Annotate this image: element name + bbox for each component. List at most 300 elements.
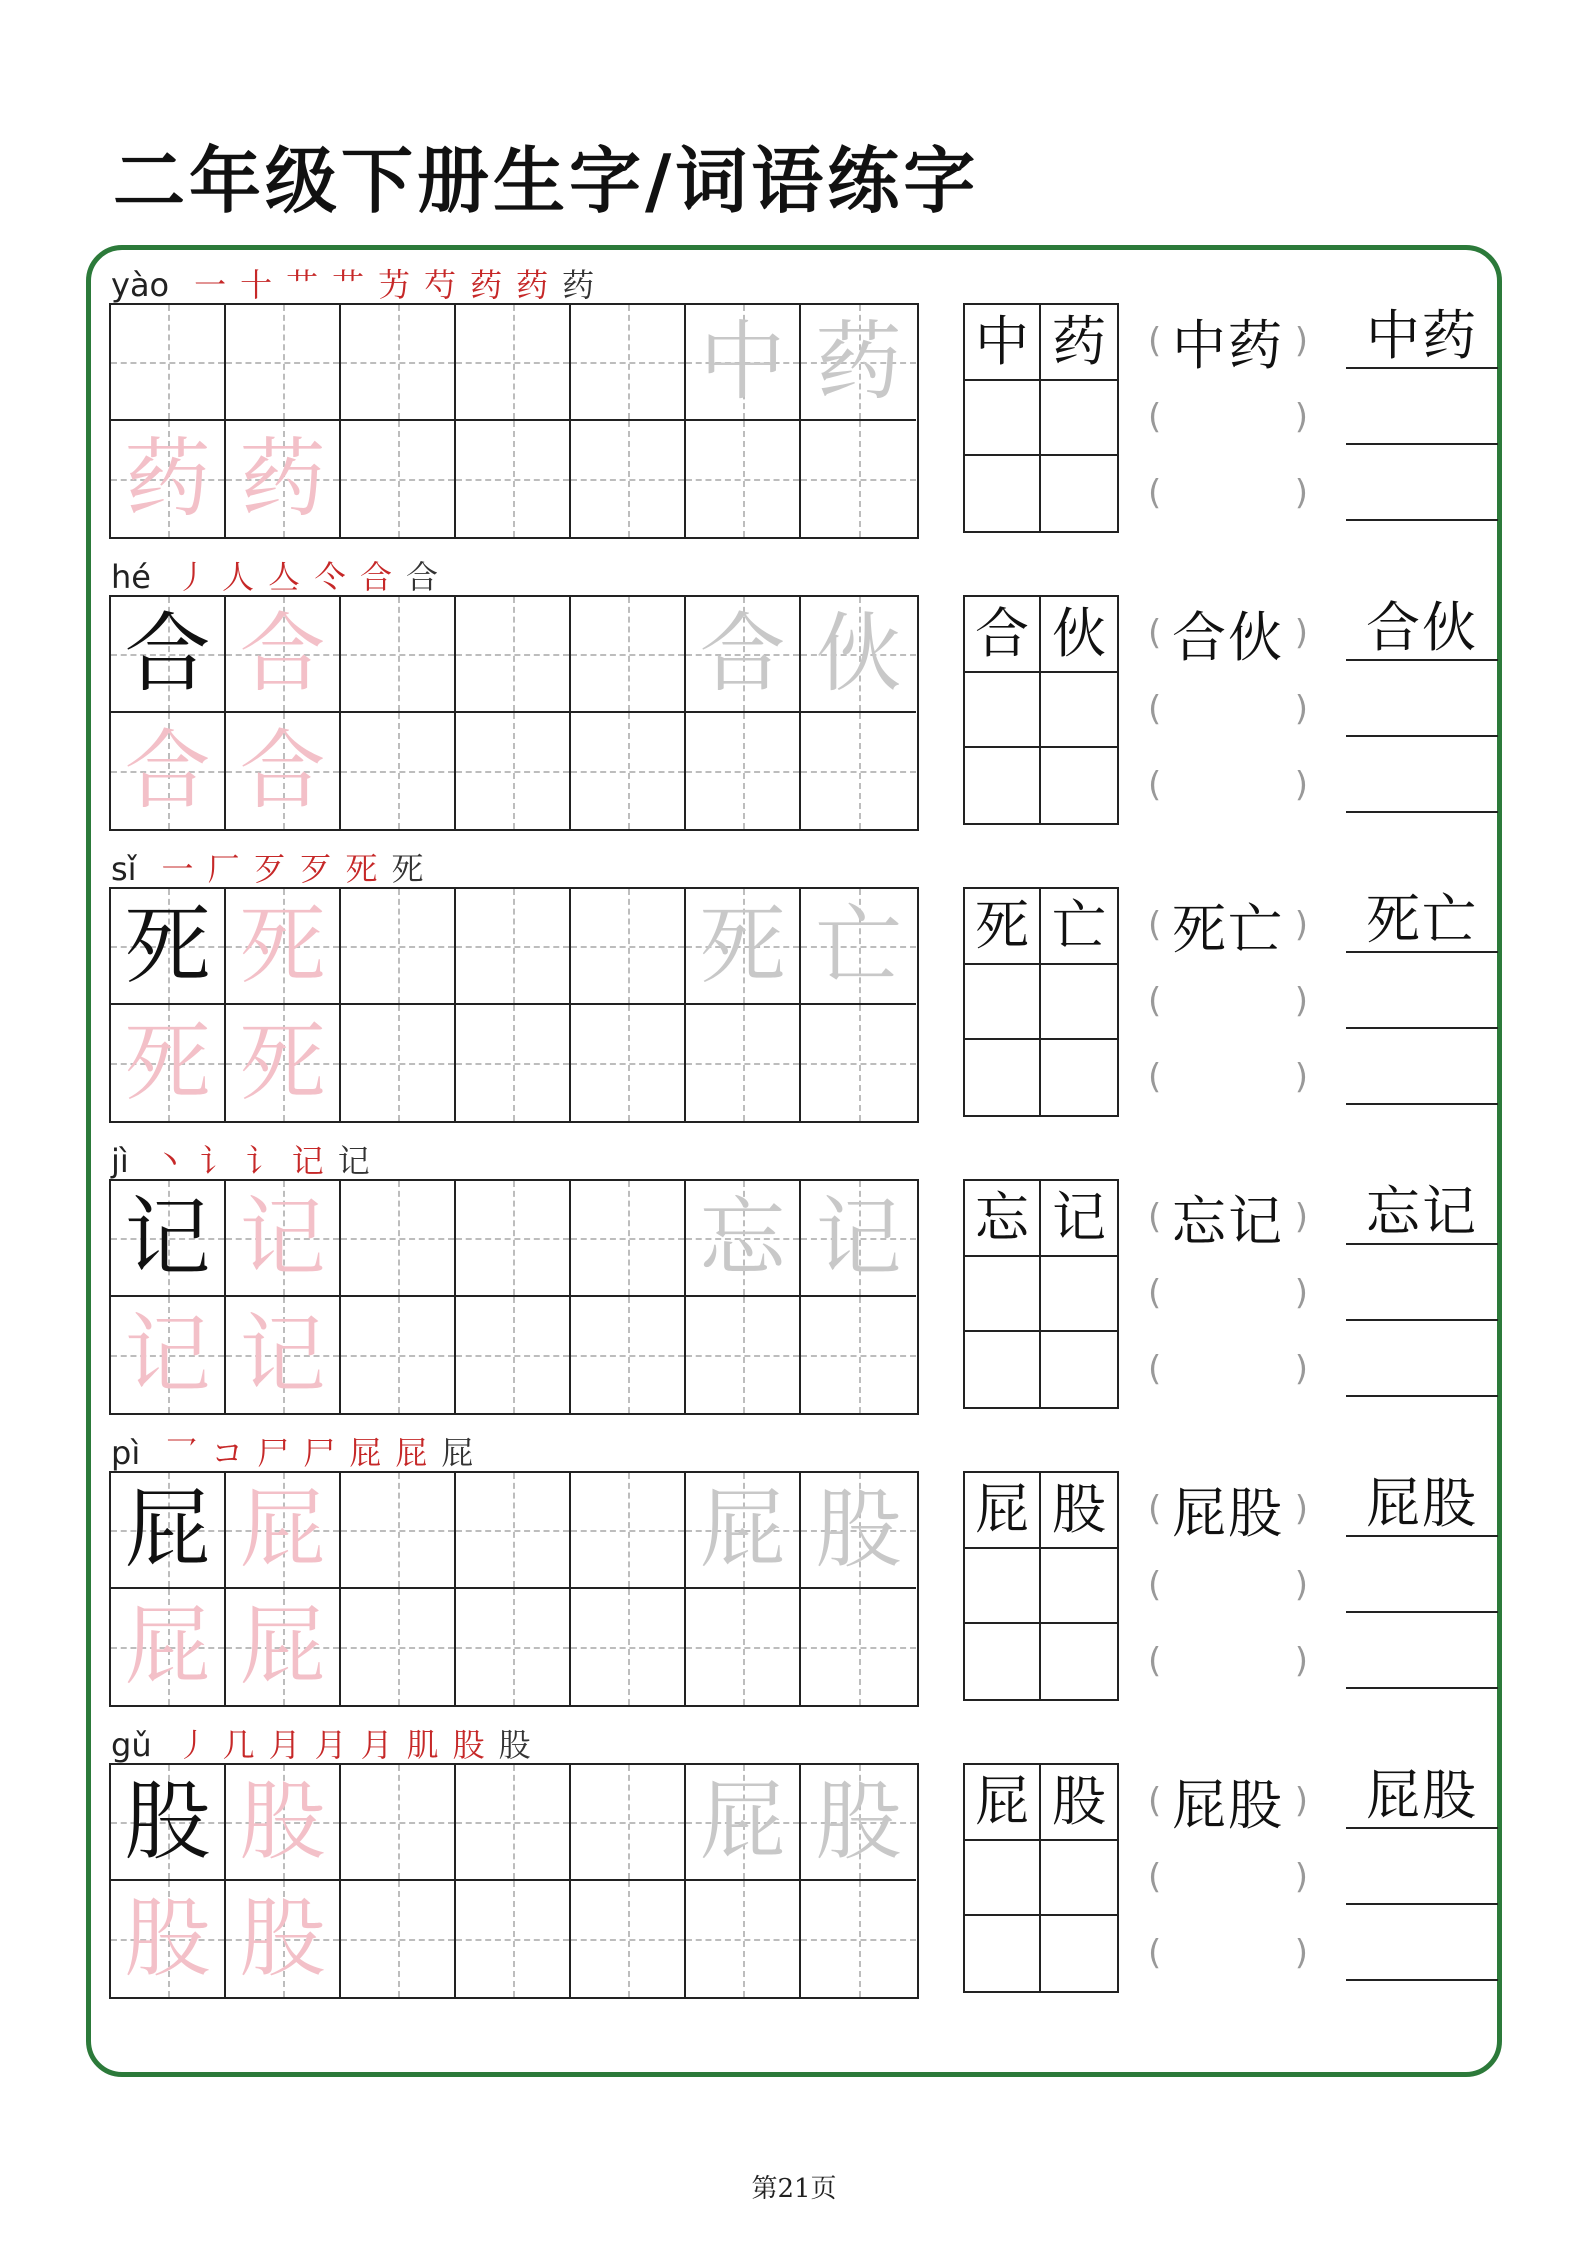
paren-slot[interactable] — [1148, 1263, 1308, 1323]
tianzige-cell[interactable] — [801, 421, 916, 537]
paren-slot[interactable] — [1148, 1187, 1308, 1253]
word-cell[interactable] — [1041, 1765, 1117, 1841]
underline-slot[interactable] — [1346, 463, 1498, 521]
tianzige-cell[interactable] — [226, 597, 341, 713]
paren-word: 死亡 — [1172, 897, 1284, 961]
stroke-step: 艹 — [332, 266, 365, 304]
close-paren: ) — [1294, 1197, 1308, 1237]
word-cell[interactable] — [1041, 456, 1117, 531]
trace-char: 死 — [239, 1013, 326, 1113]
word-cell[interactable] — [1041, 1257, 1117, 1332]
word-grid — [963, 303, 1119, 533]
underline-slot[interactable] — [1346, 1631, 1498, 1689]
stroke-step: 月 — [314, 1726, 347, 1764]
open-paren: ( — [1148, 473, 1162, 513]
word-cell[interactable] — [1041, 1473, 1117, 1549]
model-char: 屁 — [124, 1480, 211, 1580]
paren-slot[interactable] — [1148, 1771, 1308, 1837]
word-cell[interactable] — [965, 748, 1041, 823]
paren-slot[interactable] — [1148, 463, 1308, 523]
tianzige-cell[interactable] — [341, 1297, 456, 1413]
tianzige-cell[interactable] — [456, 1589, 571, 1705]
paren-word: 中药 — [1172, 313, 1284, 377]
tianzige-cell[interactable] — [341, 421, 456, 537]
underline-slot[interactable] — [1346, 971, 1498, 1029]
tianzige-cell[interactable] — [801, 1181, 916, 1297]
word-cell[interactable] — [965, 597, 1041, 673]
word-trace-char: 中 — [699, 312, 786, 412]
stroke-step: 月 — [268, 1726, 301, 1764]
paren-slot[interactable] — [1148, 1847, 1308, 1907]
tianzige-cell[interactable] — [571, 597, 686, 713]
underline-slot[interactable] — [1346, 1047, 1498, 1105]
word-cell[interactable] — [965, 1332, 1041, 1407]
stroke-step: 股 — [452, 1726, 485, 1764]
open-paren: ( — [1148, 1781, 1162, 1821]
tianzige-cell[interactable] — [571, 1765, 686, 1881]
pinyin: pì — [111, 1434, 141, 1472]
tianzige-cell[interactable] — [686, 1473, 801, 1589]
close-paren: ) — [1294, 1273, 1308, 1313]
word-cell[interactable] — [1041, 305, 1117, 381]
tianzige-cell[interactable] — [686, 1765, 801, 1881]
tianzige-cell[interactable] — [801, 1589, 916, 1705]
tianzige-cell[interactable] — [111, 1297, 226, 1413]
stroke-step: 合 — [405, 558, 438, 596]
stroke-order-row — [111, 841, 431, 888]
tianzige-cell[interactable] — [226, 1181, 341, 1297]
open-paren: ( — [1148, 613, 1162, 653]
tianzige-cell[interactable] — [456, 889, 571, 1005]
word-cell[interactable] — [1041, 1916, 1117, 1991]
word-cell[interactable] — [965, 1040, 1041, 1115]
tianzige-cell[interactable] — [571, 1589, 686, 1705]
stroke-step: 丶 — [153, 1142, 186, 1180]
stroke-step: 人 — [221, 558, 254, 596]
stroke-step: 屁 — [349, 1434, 382, 1472]
tianzige-cell[interactable] — [571, 1181, 686, 1297]
underline-slot[interactable] — [1346, 1472, 1498, 1537]
trace-char: 合 — [124, 721, 211, 821]
trace-char: 记 — [239, 1305, 326, 1405]
tianzige-grid — [109, 887, 919, 1123]
stroke-step: 十 — [240, 266, 273, 304]
pinyin: hé — [111, 558, 151, 596]
open-paren: ( — [1148, 981, 1162, 1021]
stroke-step: 死 — [345, 850, 378, 888]
tianzige-cell[interactable] — [341, 1589, 456, 1705]
tianzige-cell[interactable] — [226, 1005, 341, 1121]
stroke-step: 歹 — [299, 850, 332, 888]
tianzige-cell[interactable] — [456, 713, 571, 829]
word-trace-char: 忘 — [699, 1188, 786, 1288]
tianzige-cell[interactable] — [226, 1297, 341, 1413]
open-paren: ( — [1148, 321, 1162, 361]
tianzige-cell[interactable] — [111, 1765, 226, 1881]
trace-char: 药 — [124, 429, 211, 529]
stroke-step: 药 — [562, 266, 595, 304]
tianzige-cell[interactable] — [341, 305, 456, 421]
tianzige-cell[interactable] — [686, 1181, 801, 1297]
word-char: 股 — [1052, 1478, 1106, 1541]
tianzige-cell[interactable] — [801, 305, 916, 421]
word-cell[interactable] — [965, 1916, 1041, 1991]
word-cell[interactable] — [965, 1473, 1041, 1549]
paren-slot[interactable] — [1148, 1047, 1308, 1107]
tianzige-cell[interactable] — [801, 1297, 916, 1413]
stroke-order-row — [111, 1133, 377, 1180]
close-paren: ) — [1294, 689, 1308, 729]
stroke-step: 一 — [194, 266, 227, 304]
tianzige-cell[interactable] — [686, 305, 801, 421]
tianzige-cell[interactable] — [456, 597, 571, 713]
paren-slot[interactable] — [1148, 1339, 1308, 1399]
tianzige-cell[interactable] — [801, 1005, 916, 1121]
word-cell[interactable] — [965, 1841, 1041, 1916]
close-paren: ) — [1294, 1349, 1308, 1389]
tianzige-cell[interactable] — [456, 1881, 571, 1997]
stroke-step: 亼 — [267, 558, 300, 596]
open-paren: ( — [1148, 1489, 1162, 1529]
word-cell[interactable] — [965, 1257, 1041, 1332]
tianzige-cell[interactable] — [456, 1181, 571, 1297]
word-cell[interactable] — [965, 1549, 1041, 1624]
close-paren: ) — [1294, 981, 1308, 1021]
word-cell[interactable] — [965, 673, 1041, 748]
tianzige-cell[interactable] — [686, 1297, 801, 1413]
word-cell[interactable] — [965, 305, 1041, 381]
word-grid — [963, 1471, 1119, 1701]
stroke-step: 合 — [359, 558, 392, 596]
char-block — [0, 1133, 1588, 1423]
word-trace-char: 亡 — [815, 896, 902, 996]
tianzige-cell[interactable] — [341, 889, 456, 1005]
paren-word: 合伙 — [1172, 605, 1284, 669]
open-paren: ( — [1148, 1057, 1162, 1097]
tianzige-cell[interactable] — [571, 421, 686, 537]
underline-slot[interactable] — [1346, 1263, 1498, 1321]
tianzige-cell[interactable] — [341, 1881, 456, 1997]
trace-char: 记 — [239, 1188, 326, 1288]
word-cell[interactable] — [965, 889, 1041, 965]
word-cell[interactable] — [965, 381, 1041, 456]
underline-slot[interactable] — [1346, 387, 1498, 445]
stroke-step: 股 — [498, 1726, 531, 1764]
tianzige-cell[interactable] — [226, 305, 341, 421]
word-cell[interactable] — [965, 1624, 1041, 1699]
underline-slot[interactable] — [1346, 888, 1498, 953]
model-char: 死 — [124, 896, 211, 996]
trace-char: 屁 — [124, 1597, 211, 1697]
word-trace-char: 股 — [815, 1772, 902, 1872]
close-paren: ) — [1294, 397, 1308, 437]
tianzige-cell[interactable] — [341, 713, 456, 829]
underline-slot[interactable] — [1346, 596, 1498, 661]
open-paren: ( — [1148, 1565, 1162, 1605]
trace-char: 药 — [239, 429, 326, 529]
stroke-step: 一 — [161, 850, 194, 888]
trace-char: 记 — [124, 1305, 211, 1405]
stroke-step: 几 — [222, 1726, 255, 1764]
open-paren: ( — [1148, 1197, 1162, 1237]
word-cell[interactable] — [1041, 1332, 1117, 1407]
open-paren: ( — [1148, 1349, 1162, 1389]
tianzige-cell[interactable] — [341, 597, 456, 713]
tianzige-cell[interactable] — [226, 713, 341, 829]
paren-slot[interactable] — [1148, 679, 1308, 739]
model-char: 记 — [124, 1188, 211, 1288]
word-trace-char: 药 — [815, 312, 902, 412]
word-char: 股 — [1052, 1770, 1106, 1833]
underline-word: 忘记 — [1366, 1180, 1478, 1243]
tianzige-cell[interactable] — [226, 889, 341, 1005]
tianzige-cell[interactable] — [226, 1589, 341, 1705]
tianzige-cell[interactable] — [571, 1297, 686, 1413]
close-paren: ) — [1294, 613, 1308, 653]
tianzige-cell[interactable] — [571, 1881, 686, 1997]
char-block — [0, 1717, 1588, 2007]
tianzige-cell[interactable] — [111, 1181, 226, 1297]
tianzige-cell[interactable] — [686, 421, 801, 537]
tianzige-cell[interactable] — [111, 1005, 226, 1121]
paren-slot[interactable] — [1148, 311, 1308, 377]
stroke-step: 艹 — [286, 266, 319, 304]
stroke-step: 讠 — [245, 1142, 278, 1180]
tianzige-cell[interactable] — [686, 889, 801, 1005]
tianzige-cell[interactable] — [801, 1765, 916, 1881]
underline-slot[interactable] — [1346, 1180, 1498, 1245]
open-paren: ( — [1148, 689, 1162, 729]
underline-slot[interactable] — [1346, 1555, 1498, 1613]
page-title: 二年级下册生字/词语练字 — [113, 138, 980, 223]
tianzige-cell[interactable] — [571, 713, 686, 829]
word-grid — [963, 595, 1119, 825]
underline-slot[interactable] — [1346, 1764, 1498, 1829]
word-cell[interactable] — [965, 456, 1041, 531]
stroke-step: 厂 — [207, 850, 240, 888]
pinyin: yào — [111, 266, 170, 304]
pinyin: gǔ — [111, 1726, 152, 1764]
tianzige-cell[interactable] — [686, 597, 801, 713]
tianzige-cell[interactable] — [456, 1005, 571, 1121]
word-cell[interactable] — [1041, 889, 1117, 965]
trace-char: 屁 — [239, 1480, 326, 1580]
tianzige-cell[interactable] — [801, 1473, 916, 1589]
tianzige-cell[interactable] — [111, 421, 226, 537]
tianzige-cell[interactable] — [341, 1005, 456, 1121]
close-paren: ) — [1294, 1489, 1308, 1529]
stroke-step: 屁 — [441, 1434, 474, 1472]
tianzige-cell[interactable] — [341, 1473, 456, 1589]
tianzige-cell[interactable] — [686, 1005, 801, 1121]
word-char: 记 — [1052, 1186, 1106, 1249]
word-char: 屁 — [975, 1478, 1029, 1541]
word-trace-char: 屁 — [699, 1772, 786, 1872]
tianzige-cell[interactable] — [456, 1297, 571, 1413]
stroke-step: 尸 — [257, 1434, 290, 1472]
paren-slot[interactable] — [1148, 387, 1308, 447]
char-block — [0, 841, 1588, 1131]
trace-char: 股 — [239, 1889, 326, 1989]
word-cell[interactable] — [965, 1765, 1041, 1841]
tianzige-cell[interactable] — [226, 1765, 341, 1881]
tianzige-cell[interactable] — [456, 1765, 571, 1881]
trace-char: 股 — [239, 1772, 326, 1872]
word-cell[interactable] — [1041, 381, 1117, 456]
paren-slot[interactable] — [1148, 755, 1308, 815]
tianzige-grid — [109, 303, 919, 539]
stroke-step: 仒 — [313, 558, 346, 596]
tianzige-cell[interactable] — [226, 1881, 341, 1997]
tianzige-cell[interactable] — [686, 713, 801, 829]
paren-word: 屁股 — [1172, 1481, 1284, 1545]
tianzige-cell[interactable] — [111, 1881, 226, 1997]
word-cell[interactable] — [1041, 748, 1117, 823]
underline-slot[interactable] — [1346, 304, 1498, 369]
stroke-step: 丿 — [175, 558, 208, 596]
page-number: 第21页 — [751, 2174, 837, 2204]
tianzige-cell[interactable] — [571, 1473, 686, 1589]
word-trace-char: 记 — [815, 1188, 902, 1288]
close-paren: ) — [1294, 321, 1308, 361]
word-grid — [963, 887, 1119, 1117]
word-cell[interactable] — [965, 1181, 1041, 1257]
word-cell[interactable] — [1041, 965, 1117, 1040]
open-paren: ( — [1148, 765, 1162, 805]
stroke-step: 药 — [516, 266, 549, 304]
paren-slot[interactable] — [1148, 971, 1308, 1031]
tianzige-cell[interactable] — [801, 1881, 916, 1997]
underline-slot[interactable] — [1346, 1339, 1498, 1397]
tianzige-cell[interactable] — [456, 1473, 571, 1589]
tianzige-grid — [109, 1179, 919, 1415]
paren-slot[interactable] — [1148, 1923, 1308, 1983]
word-char: 合 — [975, 602, 1029, 665]
trace-char: 合 — [239, 604, 326, 704]
trace-char: 死 — [124, 1013, 211, 1113]
word-cell[interactable] — [1041, 1624, 1117, 1699]
tianzige-cell[interactable] — [111, 713, 226, 829]
word-cell[interactable] — [1041, 1040, 1117, 1115]
tianzige-cell[interactable] — [801, 889, 916, 1005]
open-paren: ( — [1148, 1273, 1162, 1313]
stroke-order-row — [111, 1717, 538, 1764]
tianzige-cell[interactable] — [111, 1589, 226, 1705]
paren-slot[interactable] — [1148, 895, 1308, 961]
close-paren: ) — [1294, 1857, 1308, 1897]
stroke-step: 药 — [470, 266, 503, 304]
close-paren: ) — [1294, 765, 1308, 805]
stroke-step: 乛 — [165, 1434, 198, 1472]
underline-slot[interactable] — [1346, 1847, 1498, 1905]
word-grid — [963, 1763, 1119, 1993]
trace-char: 股 — [124, 1889, 211, 1989]
underline-slot[interactable] — [1346, 755, 1498, 813]
word-trace-char: 合 — [699, 604, 786, 704]
char-block — [0, 549, 1588, 839]
paren-slot[interactable] — [1148, 1479, 1308, 1545]
char-block — [0, 1425, 1588, 1715]
tianzige-cell[interactable] — [571, 889, 686, 1005]
word-char: 中 — [975, 310, 1029, 373]
tianzige-cell[interactable] — [111, 597, 226, 713]
paren-word: 忘记 — [1172, 1189, 1284, 1253]
paren-slot[interactable] — [1148, 1555, 1308, 1615]
tianzige-cell[interactable] — [341, 1181, 456, 1297]
pinyin: sǐ — [111, 850, 137, 888]
tianzige-cell[interactable] — [226, 421, 341, 537]
paren-slot[interactable] — [1148, 1631, 1308, 1691]
word-trace-char: 伙 — [815, 604, 902, 704]
word-char: 亡 — [1052, 894, 1106, 957]
stroke-step: 肌 — [406, 1726, 439, 1764]
stroke-step: 艻 — [378, 266, 411, 304]
stroke-order-row — [111, 549, 445, 596]
tianzige-cell[interactable] — [456, 421, 571, 537]
tianzige-grid — [109, 595, 919, 831]
tianzige-cell[interactable] — [226, 1473, 341, 1589]
stroke-step: 死 — [391, 850, 424, 888]
tianzige-cell[interactable] — [111, 1473, 226, 1589]
trace-char: 合 — [239, 721, 326, 821]
tianzige-cell[interactable] — [111, 889, 226, 1005]
open-paren: ( — [1148, 397, 1162, 437]
underline-word: 中药 — [1366, 304, 1478, 367]
char-block — [0, 257, 1588, 547]
stroke-step: 记 — [291, 1142, 324, 1180]
stroke-order-row — [111, 1425, 480, 1472]
open-paren: ( — [1148, 1641, 1162, 1681]
word-cell[interactable] — [1041, 1181, 1117, 1257]
open-paren: ( — [1148, 1933, 1162, 1973]
underline-word: 屁股 — [1366, 1472, 1478, 1535]
word-cell[interactable] — [1041, 1841, 1117, 1916]
tianzige-cell[interactable] — [801, 713, 916, 829]
paren-slot[interactable] — [1148, 603, 1308, 669]
stroke-order-row — [111, 257, 601, 304]
trace-char: 屁 — [239, 1597, 326, 1697]
underline-slot[interactable] — [1346, 679, 1498, 737]
stroke-step: 歹 — [253, 850, 286, 888]
word-cell[interactable] — [965, 965, 1041, 1040]
close-paren: ) — [1294, 1057, 1308, 1097]
tianzige-cell[interactable] — [571, 1005, 686, 1121]
pinyin: jì — [111, 1142, 129, 1180]
tianzige-cell[interactable] — [686, 1589, 801, 1705]
stroke-step: コ — [211, 1434, 244, 1472]
close-paren: ) — [1294, 1641, 1308, 1681]
tianzige-cell[interactable] — [456, 305, 571, 421]
word-cell[interactable] — [1041, 673, 1117, 748]
underline-word: 死亡 — [1366, 888, 1478, 951]
underline-slot[interactable] — [1346, 1923, 1498, 1981]
underline-word: 合伙 — [1366, 596, 1478, 659]
tianzige-grid — [109, 1471, 919, 1707]
word-cell[interactable] — [1041, 1549, 1117, 1624]
word-trace-char: 屁 — [699, 1480, 786, 1580]
tianzige-cell[interactable] — [801, 597, 916, 713]
word-cell[interactable] — [1041, 597, 1117, 673]
tianzige-cell[interactable] — [111, 305, 226, 421]
word-char: 伙 — [1052, 602, 1106, 665]
word-char: 忘 — [975, 1186, 1029, 1249]
tianzige-cell[interactable] — [341, 1765, 456, 1881]
paren-word: 屁股 — [1172, 1773, 1284, 1837]
tianzige-cell[interactable] — [571, 305, 686, 421]
stroke-step: 屁 — [395, 1434, 428, 1472]
tianzige-cell[interactable] — [686, 1881, 801, 1997]
stroke-step: 尸 — [303, 1434, 336, 1472]
